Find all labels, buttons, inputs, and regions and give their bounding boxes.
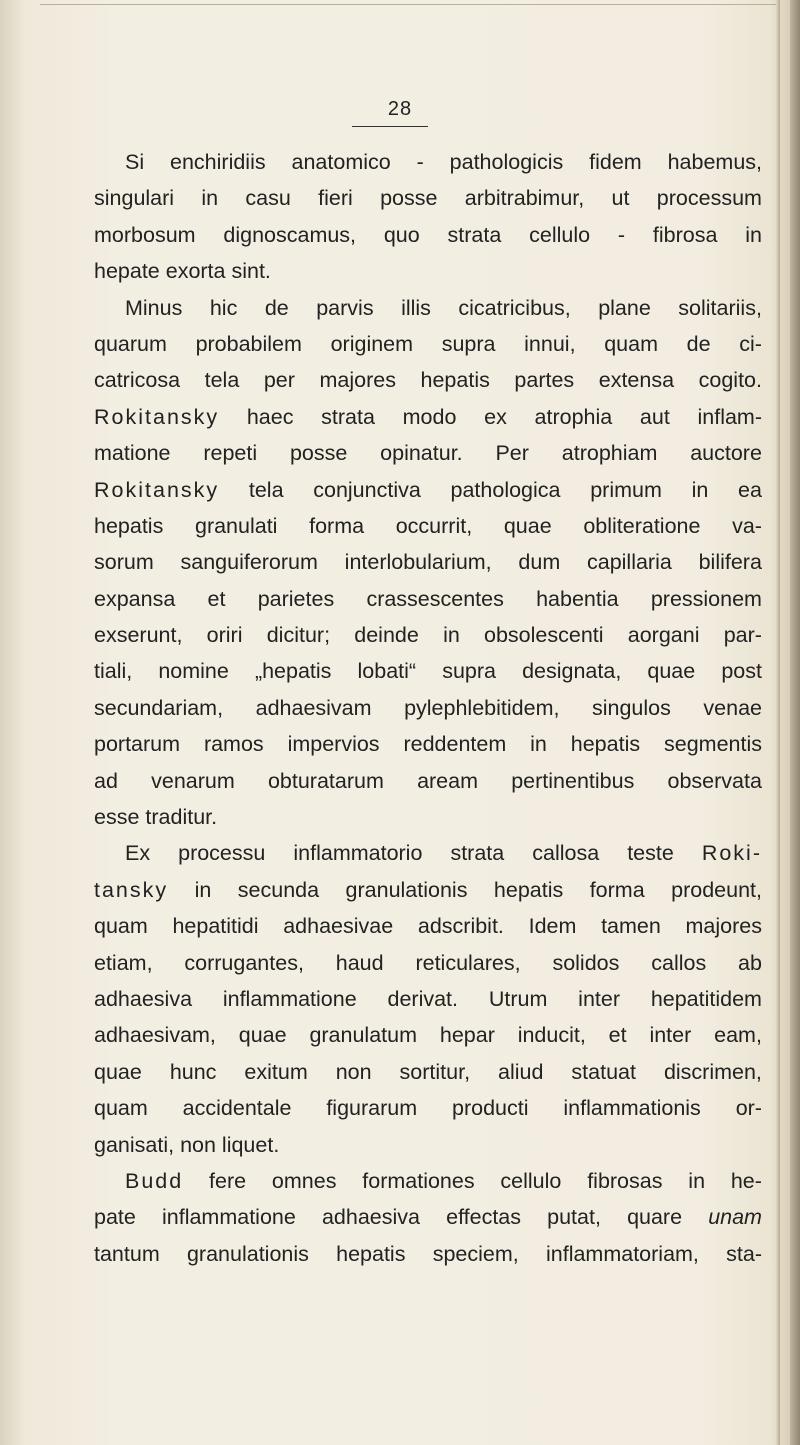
text-line: esse traditur.: [94, 805, 218, 830]
text-line: pate inflammatione adhaesiva effectas putat, quare unam: [94, 1205, 762, 1230]
text-line: adhaesivam, quae granulatum hepar inducit, et inter eam,: [94, 1023, 762, 1048]
text-line: quarum probabilem originem supra innui, quam de ci-: [94, 331, 762, 356]
text-line: quam hepatitidi adhaesivae adscribit. Idem tamen majores: [94, 914, 762, 939]
text-line: portarum ramos impervios reddentem in hepatis segmentis: [94, 732, 762, 757]
text-line: catricosa tela per majores hepatis partes extensa cogito.: [94, 368, 762, 393]
text-line: tantum granulationis hepatis speciem, inflammatoriam, sta-: [94, 1241, 762, 1266]
text-line: Rokitansky tela conjunctiva pathologica primum in ea: [94, 477, 762, 502]
text-line: morbosum dignoscamus, quo strata cellulo - fibrosa in: [94, 222, 762, 247]
text-line: sorum sanguiferorum interlobularium, dum capillaria bilifera: [94, 550, 762, 575]
text-line: ad venarum obturatarum aream pertinentibus observata: [94, 768, 762, 793]
text-line: etiam, corrugantes, haud reticulares, solidos callos ab: [94, 950, 762, 975]
text-line: expansa et parietes crassescentes habentia pressionem: [94, 586, 762, 611]
text-line: Rokitansky haec strata modo ex atrophia aut inflam-: [94, 404, 762, 429]
text-line: hepate exorta sint.: [94, 259, 271, 284]
text-line: hepatis granulati forma occurrit, quae obliteratione va-: [94, 513, 762, 538]
text-line: singulari in casu fieri posse arbitrabimur, ut processum: [94, 186, 762, 211]
page-number: 28: [387, 98, 413, 120]
text-line: secundariam, adhaesivam pylephlebitidem, singulos venae: [94, 695, 762, 720]
text-line: matione repeti posse opinatur. Per atrophiam auctore: [94, 441, 762, 466]
text-line: Si enchiridiis anatomico - pathologicis fidem habemus,: [125, 150, 762, 174]
text-line: tansky in secunda granulationis hepatis forma prodeunt,: [94, 877, 762, 902]
text-line: tiali, nomine „hepatis lobati“ supra designata, quae post: [94, 659, 762, 684]
text-line: quam accidentale figurarum producti inflammationis or-: [94, 1096, 762, 1121]
page-edge: [790, 0, 800, 1445]
binding-shadow: [776, 0, 780, 1445]
text-line: adhaesiva inflammatione derivat. Utrum inter hepatitidem: [94, 986, 762, 1011]
text-line: Ex processu inflammatorio strata callosa teste Roki-: [125, 841, 762, 866]
text-line: quae hunc exitum non sortitur, aliud statuat discrimen,: [94, 1059, 762, 1084]
text-line: exserunt, oriri dicitur; deinde in obsolescenti aorgani par-: [94, 623, 762, 648]
body-text: [94, 144, 762, 1272]
top-rule: [40, 4, 780, 5]
page-number-rule: [352, 126, 428, 127]
text-line: ganisati, non liquet.: [94, 1132, 280, 1157]
text-line: Minus hic de parvis illis cicatricibus, plane solitariis,: [125, 295, 762, 320]
text-line: Budd fere omnes formationes cellulo fibrosas in he-: [125, 1168, 762, 1193]
